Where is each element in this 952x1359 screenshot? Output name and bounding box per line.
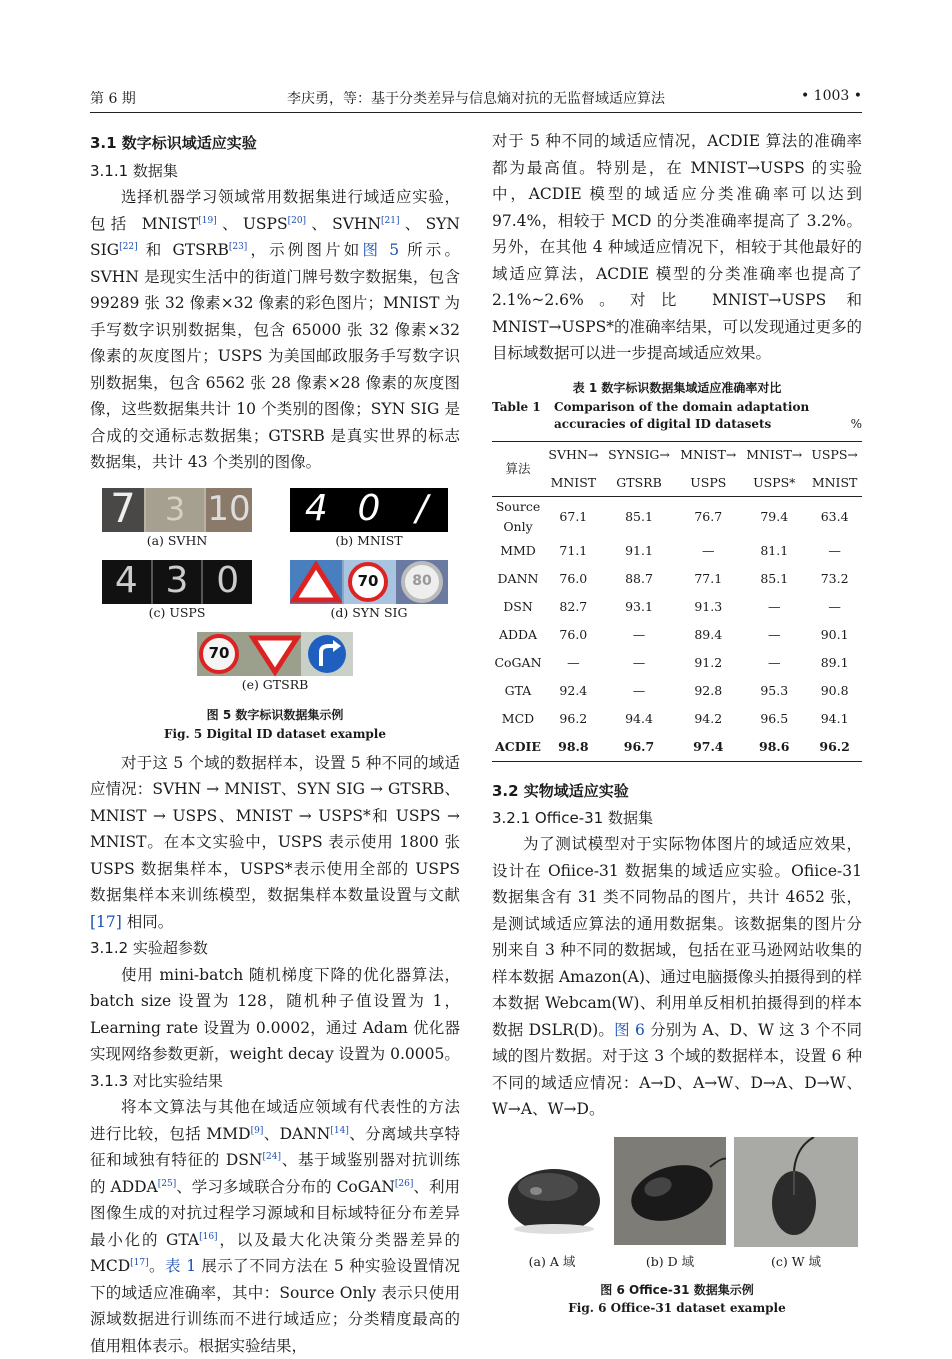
table1-link[interactable]: 表 1 xyxy=(164,1257,197,1275)
mnist-digit: 0 xyxy=(357,488,381,530)
usps-digit: 3 xyxy=(153,560,204,604)
ref-17-link[interactable]: [17] xyxy=(90,912,122,931)
table1-value-cell: 85.1 xyxy=(625,508,653,524)
fig5-caption-d: (d) SYN SIG xyxy=(330,604,408,620)
synsig-sample-image xyxy=(290,560,448,604)
table1-value-cell: 81.1 xyxy=(760,542,789,558)
fig6-caption-cn: 图 6 Office-31 数据集示例 xyxy=(600,1282,754,1297)
table-row xyxy=(492,565,862,593)
svhn-sample-image xyxy=(102,488,252,532)
table1-header-cell: MNIST→ xyxy=(680,447,737,463)
table1-value-cell: 98.8 xyxy=(558,738,589,754)
mouse-icon xyxy=(496,1139,608,1243)
mouse-icon xyxy=(614,1137,726,1245)
usps-sample-image xyxy=(102,560,252,604)
dslr-mouse-image xyxy=(614,1137,726,1245)
table1-value-cell: — xyxy=(828,542,841,558)
table-row xyxy=(492,537,862,565)
table-row xyxy=(492,497,862,538)
svhn-digit: 10 xyxy=(206,488,252,532)
table1-value-cell: 91.1 xyxy=(625,542,653,558)
table1-grid xyxy=(492,441,862,763)
table1-value-cell: 94.1 xyxy=(820,710,849,726)
paragraph-office31: 为了测试模型对于实际物体图片的域适应效果，设计在 Ofiice-31 数据集的域适应实验。Ofiice-31 数据集含有 31 类不同物品的图片，共计 4652 张，是测试域适应算法的通用数据集。该数据集的图片分别来自 3 种不同的数据域，包括在亚马逊网站收集的样本数据 Amazon(A)、通过电脑摄像头拍摄得到的样本数据 Webcam(W)、利用单反相机拍摄得到的样本数据 DSLR(D)。图 6 分别为 A、D、W 这 3 个不同域的图片数据。对于这 3 个域的数据样本，设置 6 种不同的域适应情况：A→D、A→W、D→A、D→W、W→A、W→D。 xyxy=(492,835,862,1118)
table1-value-cell: 73.2 xyxy=(820,570,849,586)
table1-value-cell: — xyxy=(632,654,646,670)
right-column xyxy=(492,128,862,1315)
table1-algorithm-cell: DSN xyxy=(503,598,533,614)
fig5-caption-c: (c) USPS xyxy=(148,604,206,620)
table1-value-cell: 71.1 xyxy=(559,542,588,558)
table1-header-cell: SVHN→ xyxy=(548,447,599,463)
table1-caption-en: Table 1 Comparison of the domain adaptation accuracies of digital ID datasets % xyxy=(492,399,862,431)
section-3-1-1-heading: 3.1.1 数据集 xyxy=(90,162,178,180)
table1-value-cell: — xyxy=(767,654,781,670)
table1-header-algorithm: 算法 xyxy=(492,441,544,497)
table1-value-cell: 94.2 xyxy=(694,710,723,726)
table1-algorithm-cell: ADDA xyxy=(498,626,538,642)
table1-algorithm-cell: DANN xyxy=(497,570,539,586)
table1-value-cell: 96.2 xyxy=(559,710,588,726)
table1-value-cell: 97.4 xyxy=(693,738,724,754)
table1-value-cell: 96.2 xyxy=(819,738,850,754)
fig6-caption-b: (b) D 域 xyxy=(645,1253,695,1269)
fig6-caption-a: (a) A 域 xyxy=(528,1253,576,1269)
table1-value-cell: 93.1 xyxy=(625,598,653,614)
fig5-caption-en: Fig. 5 Digital ID dataset example xyxy=(164,726,386,741)
table1-value-cell: 92.4 xyxy=(559,682,588,698)
amazon-mouse-image xyxy=(496,1139,608,1243)
table1-value-cell: 92.8 xyxy=(694,682,723,698)
table-1 xyxy=(492,379,862,763)
section-3-1-2-heading: 3.1.2 实验超参数 xyxy=(90,939,208,957)
fig6-caption-en: Fig. 6 Office-31 dataset example xyxy=(568,1300,786,1315)
table1-algorithm-cell: CoGAN xyxy=(494,654,542,670)
section-3-2-heading: 3.2 实物域适应实验 xyxy=(492,782,629,800)
paragraph-comparison: 将本文算法与其他在域适应领域有代表性的方法进行比较，包括 MMD[9]、DANN[14]、分离域共享特征和域独有特征的 DSN[24]、基于域鉴别器对抗训练的 ADDA[25]、学习多域联合分布的 CoGAN[26]、利用图像生成的对抗过程学习源域和目标域特征分布差异最小化的 GTA[16]，以及最大化决策分类器差异的 MCD[17]。表 1 展示了不同方法在 5 种实验设置情况下的域适应准确率，其中：Source Only 表示只使用源域数据进行训练而不进行域适应；分类精度最高的值用粗体表示。根据实验结果， xyxy=(90,1098,460,1355)
table1-value-cell: 96.5 xyxy=(760,710,789,726)
table1-value-cell: 67.1 xyxy=(559,508,588,524)
mouse-icon xyxy=(734,1137,858,1247)
figure-6 xyxy=(492,1137,862,1315)
table1-value-cell: — xyxy=(702,542,715,558)
table1-header-cell: GTSRB xyxy=(616,474,662,490)
table1-value-cell: — xyxy=(632,626,646,642)
header-issue: 第 6 期 xyxy=(90,91,136,107)
table1-header-cell: SYNSIG→ xyxy=(608,447,670,463)
table1-algorithm-cell: GTA xyxy=(504,682,532,698)
table1-header-cell: USPS xyxy=(690,474,727,490)
svhn-digit: 3 xyxy=(146,488,204,532)
fig5-caption-b: (b) MNIST xyxy=(335,532,403,548)
table1-value-cell: 98.6 xyxy=(759,738,790,754)
fig5-caption-a: (a) SVHN xyxy=(146,532,208,548)
table1-caption-cn: 表 1 数字标识数据集域适应准确率对比 xyxy=(572,380,782,395)
table1-value-cell: 76.0 xyxy=(559,570,588,586)
paragraph-results: 对于 5 种不同的域适应情况，ACDIE 算法的准确率都为最高值。特别是，在 MNIST→USPS 的实验中，ACDIE 模型的域适应分类准确率可以达到 97.4%，相较于 MCD 的分类准确率提高了 3.2%。另外，在其他 4 种域适应情况下，相较于其他最好的域适应算法，ACDIE 模型的分类准确率也提高了 2.1%~2.6%。对比 MNIST→USPS 和 MNIST→USPS*的准确率结果，可以发现通过更多的目标域数据可以进一步提高域适应效果。 xyxy=(492,132,862,362)
table1-value-cell: 91.3 xyxy=(694,598,723,614)
mnist-digit: / xyxy=(415,488,428,530)
table-row xyxy=(492,593,862,621)
table1-value-cell: 96.7 xyxy=(623,738,655,754)
table-row xyxy=(492,621,862,649)
table1-algorithm-cell: ACDIE xyxy=(495,738,541,754)
fig5-link[interactable]: 图 5 xyxy=(362,241,400,259)
fig6-caption-c: (c) W 域 xyxy=(770,1253,822,1269)
table1-value-cell: — xyxy=(632,682,646,698)
table1-value-cell: 76.0 xyxy=(559,626,588,642)
header-title: 李庆勇，等：基于分类差异与信息熵对抗的无监督域适应算法 xyxy=(287,91,665,107)
webcam-mouse-image xyxy=(734,1137,858,1247)
paragraph-adaptation-settings: 对于这 5 个域的数据样本，设置 5 种不同的域适应情况：SVHN → MNIST、SYN SIG → GTSRB、MNIST → USPS、MNIST → USPS*和 USPS → MNIST。在本文实验中，USPS 表示使用 1800 张 USPS 数据集样本，USPS*表示使用全部的 USPS 数据集样本来训练模型，数据集样本数量设置与文献 [17] 相同。 xyxy=(90,753,460,931)
table1-algorithm-cell: MCD xyxy=(501,710,535,726)
table1-value-cell: 82.7 xyxy=(559,598,588,614)
table1-header-cell: MNIST xyxy=(811,474,858,490)
table-row xyxy=(492,677,862,705)
header-rule xyxy=(90,112,862,113)
mnist-sample-image xyxy=(290,488,448,532)
paragraph-hyperparameters: 使用 mini-batch 随机梯度下降的优化器算法，batch size 设置为 128，随机种子值设置为 1，Learning rate 设置为 0.0002，通过 Adam 优化器实现网络参数更新，weight decay 设置为 0.0005。 xyxy=(90,965,460,1063)
section-3-1-3-heading: 3.1.3 对比实验结果 xyxy=(90,1071,223,1090)
gtsrb-sample-image xyxy=(197,632,353,676)
left-column xyxy=(90,128,460,1359)
table1-value-cell: 95.3 xyxy=(760,682,789,698)
gtsrb-speed-limit-70-icon: 70 xyxy=(199,634,239,674)
fig5-caption-cn: 图 5 数字标识数据集示例 xyxy=(206,707,344,722)
table1-header-cell: USPS* xyxy=(753,474,796,490)
header-page-number: • 1003 • xyxy=(800,88,862,104)
svhn-digit: 7 xyxy=(102,488,144,532)
table1-value-cell: 90.1 xyxy=(820,626,849,642)
speed-limit-70-icon: 70 xyxy=(348,562,388,602)
table1-value-cell: — xyxy=(828,598,841,614)
table1-algorithm-cell: MMD xyxy=(500,542,536,558)
table-row xyxy=(492,733,862,762)
table1-algorithm-cell: Source Only xyxy=(495,499,541,534)
table1-value-cell: — xyxy=(767,626,781,642)
usps-digit: 0 xyxy=(216,560,240,602)
table1-value-cell: 94.4 xyxy=(625,710,653,726)
table1-value-cell: — xyxy=(767,598,781,614)
table1-value-cell: 76.7 xyxy=(694,508,723,524)
table1-value-cell: 89.4 xyxy=(694,626,723,642)
table1-value-cell: 63.4 xyxy=(820,508,849,524)
speed-limit-80-icon: 80 xyxy=(412,573,432,590)
table1-value-cell: 88.7 xyxy=(625,570,653,586)
paragraph-datasets: 选择机器学习领域常用数据集进行域适应实验，包括 MNIST[19]、USPS[20]、SVHN[21]、SYN SIG[22] 和 GTSRB[23]，示例图片如图 5 所示。SVHN 是现实生活中的街道门牌号数字数据集，包含 99289 张 32 像素×32 像素的彩色图片；MNIST 为手写数字识别数据集，包含 65000 张 32 像素×32 像素的灰度图片；USPS 为美国邮政服务手写数字识别数据集，包含 6562 张 28 像素×28 像素的灰度图像，这些数据集共计 10 个类别的图像；SYN SIG 是合成的交通标志数据集；GTSRB 是真实世界的标志数据集，共计 43 个类别的图像。 xyxy=(90,188,460,471)
table1-value-cell: 77.1 xyxy=(694,570,723,586)
table1-header-cell: MNIST→ xyxy=(746,447,803,463)
table1-value-cell: 89.1 xyxy=(820,654,849,670)
table1-header-cell: MNIST xyxy=(550,474,597,490)
table1-value-cell: 79.4 xyxy=(760,508,789,524)
figure-5 xyxy=(90,488,460,750)
fig6-link[interactable]: 图 6 xyxy=(614,1020,645,1039)
section-3-1-heading: 3.1 数字标识域适应实验 xyxy=(90,134,257,152)
section-3-2-1-heading: 3.2.1 Office-31 数据集 xyxy=(492,808,653,827)
table1-value-cell: 85.1 xyxy=(760,570,789,586)
table-row xyxy=(492,649,862,677)
table1-value-cell: 91.2 xyxy=(694,654,723,670)
table1-value-cell: 90.8 xyxy=(820,682,849,698)
table1-value-cell: — xyxy=(567,654,580,670)
fig5-caption-e: (e) GTSRB xyxy=(241,676,309,692)
usps-digit: 4 xyxy=(102,560,153,604)
table1-header-cell: USPS→ xyxy=(811,447,858,463)
mnist-digit: 4 xyxy=(304,488,328,530)
table-row xyxy=(492,705,862,733)
